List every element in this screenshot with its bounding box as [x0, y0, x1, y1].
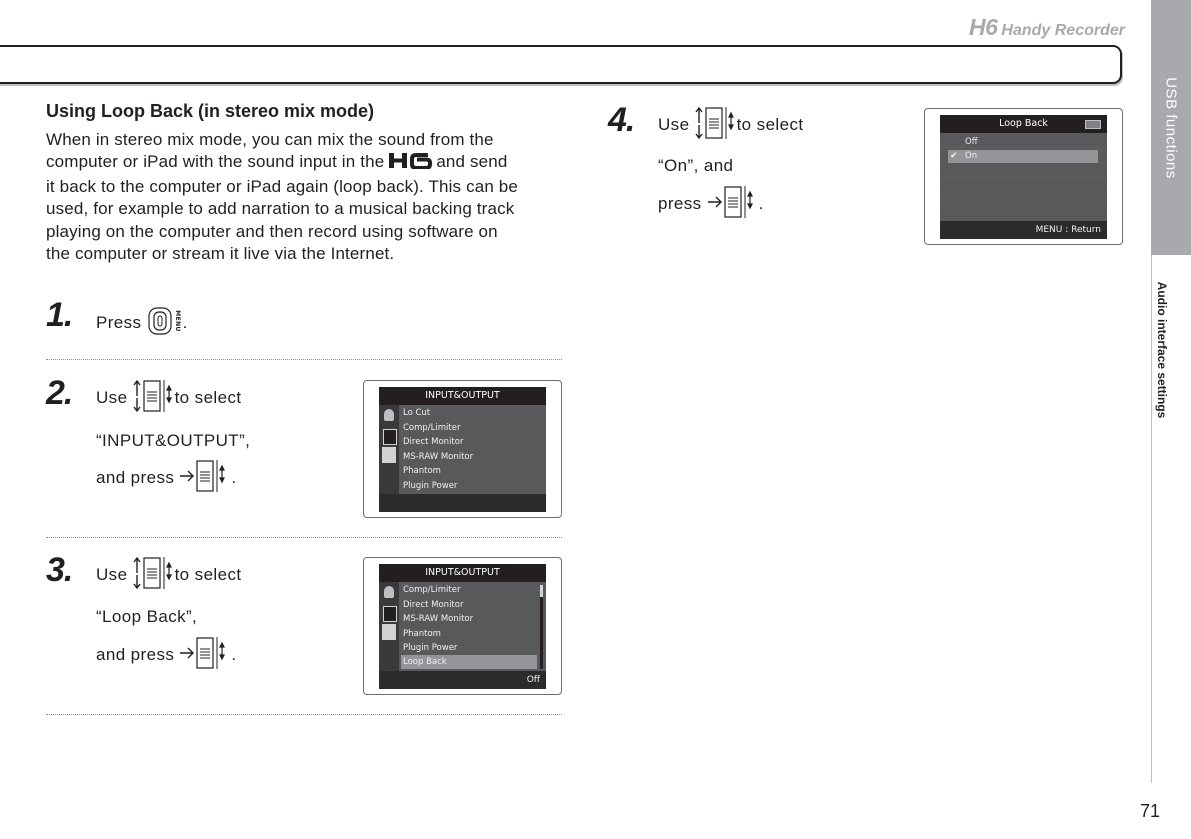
battery-icon — [1085, 120, 1101, 129]
step-2-line1: Use to select — [96, 378, 241, 419]
lcd-menu-item: MS-RAW Monitor — [403, 452, 474, 462]
lcd-scrollbar-thumb — [540, 585, 543, 597]
step-4-line3: press . — [658, 184, 764, 225]
intro-line: computer or iPad with the sound input in the and send — [46, 151, 568, 175]
step-1-number: 1. — [46, 296, 73, 334]
page-number: 71 — [1139, 801, 1160, 821]
section-tab-label[interactable]: Audio interface settings — [1155, 281, 1169, 419]
lcd-footer-value: Off — [379, 671, 546, 689]
step-divider — [46, 537, 562, 538]
output-icon — [382, 624, 396, 640]
menu-button-icon — [147, 306, 183, 341]
lcd-option-selected: On — [965, 151, 978, 161]
model-subtitle: Handy Recorder — [1001, 22, 1125, 39]
mic-icon — [384, 409, 394, 421]
step-divider — [46, 714, 562, 715]
lcd-title: Loop Back — [940, 115, 1107, 133]
lcd-menu-item: Comp/Limiter — [403, 585, 461, 595]
press-wheel-icon — [179, 458, 231, 499]
lcd-menu-item-selected: Loop Back — [403, 657, 447, 667]
lcd-menu-item: Comp/Limiter — [403, 423, 461, 433]
step-3-line2: “Loop Back”, — [96, 607, 198, 626]
menu-label: MENU — [173, 310, 181, 332]
press-wheel-icon — [707, 184, 759, 225]
step-divider — [46, 359, 562, 360]
step-4-number: 4. — [608, 101, 635, 139]
side-divider — [1151, 255, 1152, 783]
chapter-tab-label: USB functions — [1162, 77, 1180, 179]
step-2-number: 2. — [46, 374, 73, 412]
step-1-text: Press MENU . — [96, 306, 188, 341]
header-bar — [0, 45, 1122, 84]
step-2-line3: and press . — [96, 458, 237, 499]
lcd-menu-item: Phantom — [403, 466, 441, 476]
lcd-screen-loop-back-menu — [363, 557, 562, 695]
lcd-footer — [379, 494, 546, 512]
press-wheel-icon — [179, 635, 231, 676]
lcd-screen-loop-back-setting — [924, 108, 1123, 245]
h6-logo — [388, 152, 432, 175]
intro-line: When in stereo mix mode, you can mix the sound from the — [46, 130, 494, 149]
step-3-line1: Use to select — [96, 555, 241, 596]
step-2-line2: “INPUT&OUTPUT”, — [96, 431, 251, 450]
intro-line: it back to the computer or iPad again (loop back). This can be — [46, 176, 519, 196]
lcd-screen-input-output — [363, 380, 562, 518]
lcd-menu-item: Phantom — [403, 629, 441, 639]
input-icon — [383, 429, 397, 445]
lcd-menu-item: Plugin Power — [403, 643, 458, 653]
lcd-title: INPUT&OUTPUT — [379, 387, 546, 405]
scroll-wheel-icon — [695, 105, 737, 146]
intro-line: used, for example to add narration to a musical backing track — [46, 199, 515, 219]
checkmark-icon: ✔ — [950, 151, 958, 161]
intro-line: playing on the computer and then record using software on — [46, 221, 498, 241]
lcd-option: Off — [965, 137, 978, 147]
step-3-line3: and press . — [96, 635, 237, 676]
lcd-menu-item: Direct Monitor — [403, 600, 464, 610]
scroll-wheel-icon — [133, 555, 175, 596]
header-brand — [950, 14, 1125, 41]
lcd-scrollbar — [540, 585, 543, 669]
section-title: Using Loop Back (in stereo mix mode) — [46, 101, 375, 121]
lcd-footer-hint: MENU : Return — [940, 221, 1107, 239]
lcd-menu-item: Lo Cut — [403, 408, 431, 418]
input-icon — [383, 606, 397, 622]
model-name: H6 — [969, 14, 998, 40]
lcd-title: INPUT&OUTPUT — [379, 564, 546, 582]
lcd-menu-item: Direct Monitor — [403, 437, 464, 447]
lcd-menu-item: MS-RAW Monitor — [403, 614, 474, 624]
step-4-line2: “On”, and — [658, 156, 734, 175]
lcd-menu-item: Plugin Power — [403, 481, 458, 491]
scroll-wheel-icon — [133, 378, 175, 419]
step-3-number: 3. — [46, 551, 73, 589]
mic-icon — [384, 586, 394, 598]
output-icon — [382, 447, 396, 463]
intro-line: the computer or stream it live via the Internet. — [46, 244, 395, 264]
step-4-line1: Use to select — [658, 105, 803, 146]
intro-paragraph — [46, 129, 568, 265]
